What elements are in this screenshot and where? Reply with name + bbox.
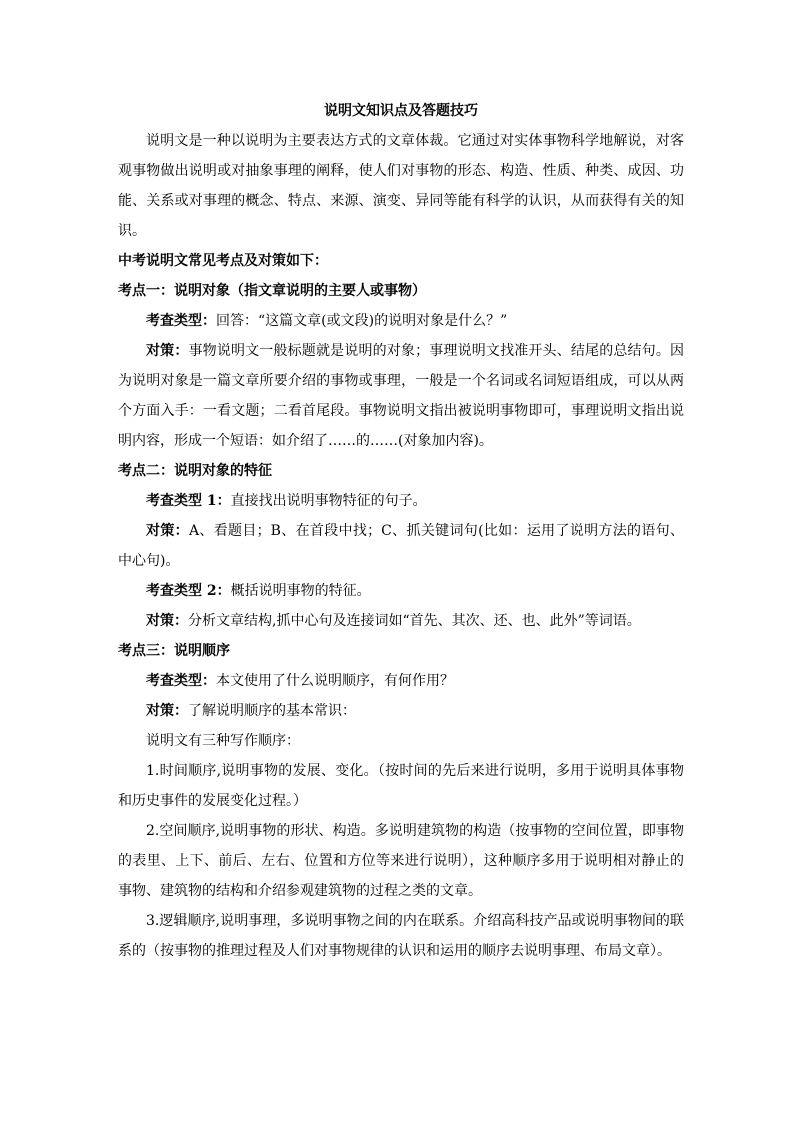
question-type-text: 回答：“这篇文章(或文段)的说明对象是什么？”	[216, 313, 508, 329]
question-type-text: 本文使用了什么说明顺序，有何作用？	[216, 673, 454, 689]
orders-intro: 说明文有三种写作顺序：	[146, 733, 300, 749]
strategy-text: 分析文章结构,抓中心句及连接词如“首先、其次、还、也、此外”等词语。	[188, 613, 641, 629]
point1-strategy	[118, 336, 684, 456]
question-type-label: 考查类型：	[146, 673, 216, 689]
strategy-label: 对策：	[146, 523, 189, 539]
point2-question-type-2	[118, 576, 684, 606]
question-type-label: 考查类型 1：	[146, 493, 231, 509]
point2-question-type-1	[118, 486, 684, 516]
question-type-label: 考查类型 2：	[146, 583, 231, 599]
strategy-label: 对策：	[146, 613, 188, 629]
point3-question-type	[118, 666, 684, 696]
section-heading: 中考说明文常见考点及对策如下：	[118, 253, 328, 269]
point1-question-type	[118, 306, 684, 336]
question-type-text: 直接找出说明事物特征的句子。	[230, 493, 427, 509]
point2-strategy-2	[118, 606, 684, 636]
point3-strategy	[118, 696, 684, 726]
strategy-text: 了解说明顺序的基本常识：	[188, 703, 356, 719]
point2-heading: 考点二：说明对象的特征	[118, 463, 272, 479]
document-page	[118, 96, 684, 966]
point2-strategy-1	[118, 516, 684, 576]
intro-paragraph: 说明文是一种以说明为主要表达方式的文章体裁。它通过对实体事物科学地解说，对客观事物做出说明或对抽象事理的阐释，使人们对事物的形态、构造、性质、种类、成因、功能、关系或对事理的概念、特点、来源、演变、异同等能有科学的认识，从而获得有关的知识。	[118, 133, 684, 239]
order-logic: 3.逻辑顺序,说明事理，多说明事物之间的内在联系。介绍高科技产品或说明事物间的联系的（按事物的推理过程及人们对事物规律的认识和运用的顺序去说明事理、布局文章）。	[118, 913, 684, 959]
strategy-text: 事物说明文一般标题就是说明的对象；事理说明文找准开头、结尾的总结句。因为说明对象是一篇文章所要介绍的事物或事理，一般是一个名词或名词短语组成，可以从两个方面入手：一看文题；二看首尾段。事物说明文指出被说明事物即可，事理说明文指出说明内容，形成一个短语：如介绍了……的……(对象加内容)。	[118, 343, 685, 449]
point1-heading: 考点一：说明对象（指文章说明的主要人或事物）	[118, 283, 426, 299]
strategy-label: 对策：	[146, 343, 189, 359]
point3-heading: 考点三：说明顺序	[118, 643, 230, 659]
order-space: 2.空间顺序,说明事物的形状、构造。多说明建筑物的构造（按事物的空间位置，即事物的表里、上下、前后、左右、位置和方位等来进行说明），这种顺序多用于说明相对静止的事物、建筑物的结构和介绍参观建筑物的过程之类的文章。	[118, 823, 684, 899]
question-type-label: 考查类型：	[146, 313, 216, 329]
strategy-text: A、看题目；B、在首段中找；C、抓关键词句(比如：运用了说明方法的语句、中心句)。	[118, 523, 684, 569]
document-title: 说明文知识点及答题技巧	[324, 103, 478, 119]
strategy-label: 对策：	[146, 703, 188, 719]
order-time: 1.时间顺序,说明事物的发展、变化。（按时间的先后来进行说明，多用于说明具体事物和历史事件的发展变化过程。）	[118, 763, 684, 809]
question-type-text: 概括说明事物的特征。	[230, 583, 371, 599]
